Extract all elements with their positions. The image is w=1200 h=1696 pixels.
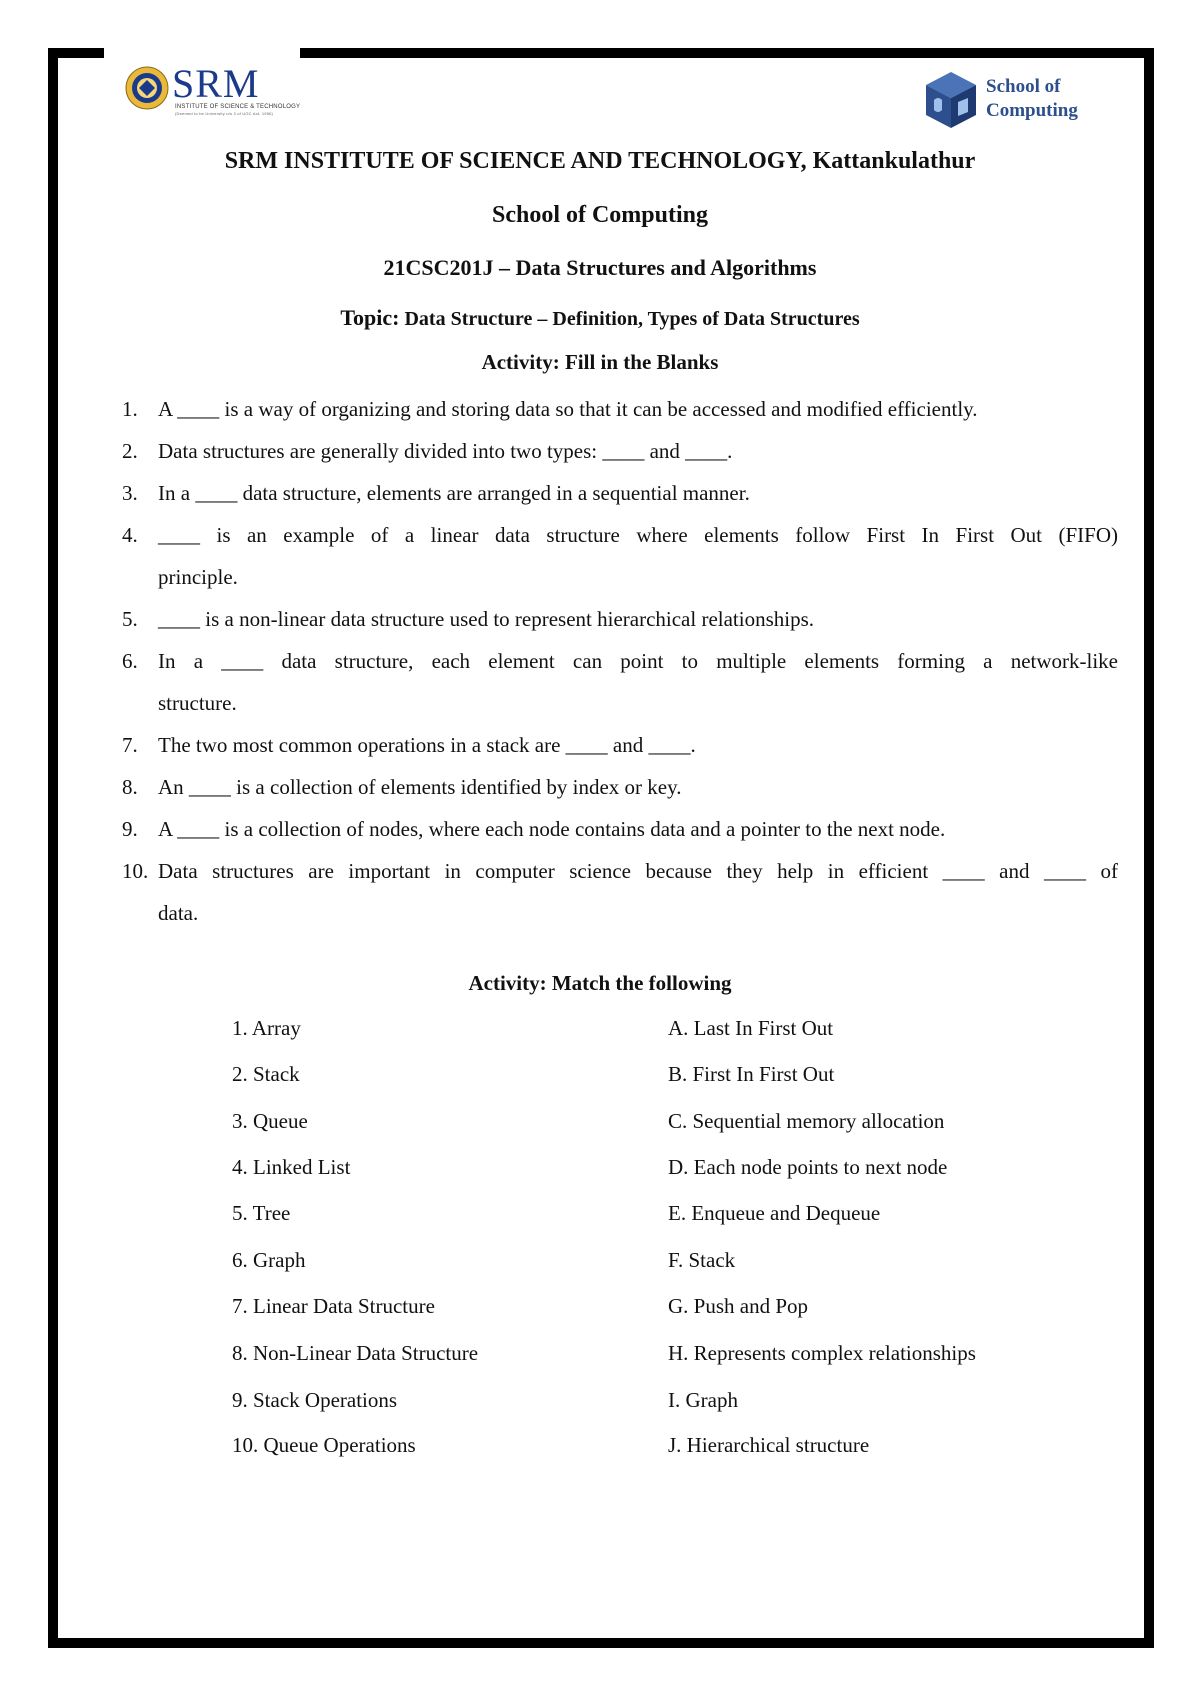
match-left-item: 5. Tree: [232, 1201, 291, 1225]
item-text: A ____ is a collection of nodes, where each node contains data and a pointer to the next node.: [158, 817, 946, 841]
match-left-item: 10. Queue Operations: [232, 1433, 416, 1457]
item-text: In a ____ data structure, elements are arranged in a sequential manner.: [158, 481, 750, 505]
match-left-item: 7. Linear Data Structure: [232, 1294, 435, 1318]
item-number: 1.: [122, 397, 138, 421]
item-number: 7.: [122, 733, 138, 757]
item-number: 8.: [122, 775, 138, 799]
item-text-line1: Data structures are important in computer science because they help in efficient ____ and ____ of: [158, 859, 1118, 883]
match-left-item: 8. Non-Linear Data Structure: [232, 1341, 479, 1365]
soc-logo-line1: School of: [986, 76, 1061, 97]
institute-title: SRM INSTITUTE OF SCIENCE AND TECHNOLOGY, Kattankulathur: [224, 148, 976, 174]
cube-logo-icon: [924, 70, 978, 130]
item-number: 2.: [122, 439, 138, 463]
match-left-item: 6. Graph: [232, 1248, 306, 1272]
item-number: 3.: [122, 481, 138, 505]
item-text: The two most common operations in a stack are ____ and ____.: [158, 733, 696, 757]
match-right-item: I. Graph: [668, 1388, 738, 1412]
border-gap: [104, 46, 300, 60]
topic-line: [0, 305, 1200, 331]
item-text: An ____ is a collection of elements identified by index or key.: [158, 775, 682, 799]
srm-logo-subtitle: INSTITUTE OF SCIENCE & TECHNOLOGY: [175, 104, 301, 110]
course-title: 21CSC201J – Data Structures and Algorithms: [383, 255, 817, 280]
item-text-line2: data.: [158, 901, 199, 925]
match-left-item: 3. Queue: [232, 1109, 308, 1133]
item-text-line2: principle.: [158, 565, 238, 589]
match-left-item: 4. Linked List: [232, 1155, 351, 1179]
srm-logo-wordmark: SRM: [172, 61, 260, 106]
school-of-computing-logo: [924, 70, 1094, 132]
soc-logo-line2: Computing: [986, 100, 1078, 121]
item-text: ____ is a non-linear data structure used to represent hierarchical relationships.: [158, 607, 815, 631]
match-right-item: A. Last In First Out: [668, 1016, 834, 1040]
item-number: 5.: [122, 607, 138, 631]
item-text-line2: structure.: [158, 691, 237, 715]
srm-logo: [125, 61, 301, 116]
school-title: School of Computing: [491, 202, 709, 228]
item-number: 4.: [122, 523, 138, 547]
match-right-item: E. Enqueue and Dequeue: [668, 1201, 881, 1225]
topic-text: Data Structure – Definition, Types of Data Structures: [404, 308, 860, 330]
item-text: Data structures are generally divided into two types: ____ and ____.: [158, 439, 733, 463]
item-number: 9.: [122, 817, 138, 841]
match-right-item: F. Stack: [668, 1248, 736, 1272]
item-text-line1: In a ____ data structure, each element can point to multiple elements forming a network-like: [158, 649, 1118, 673]
match-right-item: G. Push and Pop: [668, 1294, 809, 1318]
item-text: A ____ is a way of organizing and storing data so that it can be accessed and modified efficiently.: [158, 397, 978, 421]
srm-seal-icon: [125, 66, 169, 110]
item-number: 6.: [122, 649, 138, 673]
match-left-item: 1. Array: [232, 1016, 301, 1040]
item-text-line1: ____ is an example of a linear data structure where elements follow First In First Out (FIFO): [158, 523, 1118, 547]
topic-label: Topic:: [340, 305, 400, 330]
match-left-item: 2. Stack: [232, 1062, 300, 1086]
match-title: Activity: Match the following: [468, 971, 732, 995]
srm-logo-subtitle-2: (Deemed to be University u/s 3 of UGC Act, 1956): [175, 111, 274, 116]
match-right-item: B. First In First Out: [668, 1062, 835, 1086]
match-right-item: J. Hierarchical structure: [668, 1433, 870, 1457]
fill-blanks-title: Activity: Fill in the Blanks: [481, 350, 719, 374]
match-right-item: C. Sequential memory allocation: [668, 1109, 945, 1133]
match-right-item: D. Each node points to next node: [668, 1155, 948, 1179]
match-left-item: 9. Stack Operations: [232, 1388, 398, 1412]
match-right-item: H. Represents complex relationships: [668, 1341, 976, 1365]
item-number: 10.: [122, 859, 149, 883]
